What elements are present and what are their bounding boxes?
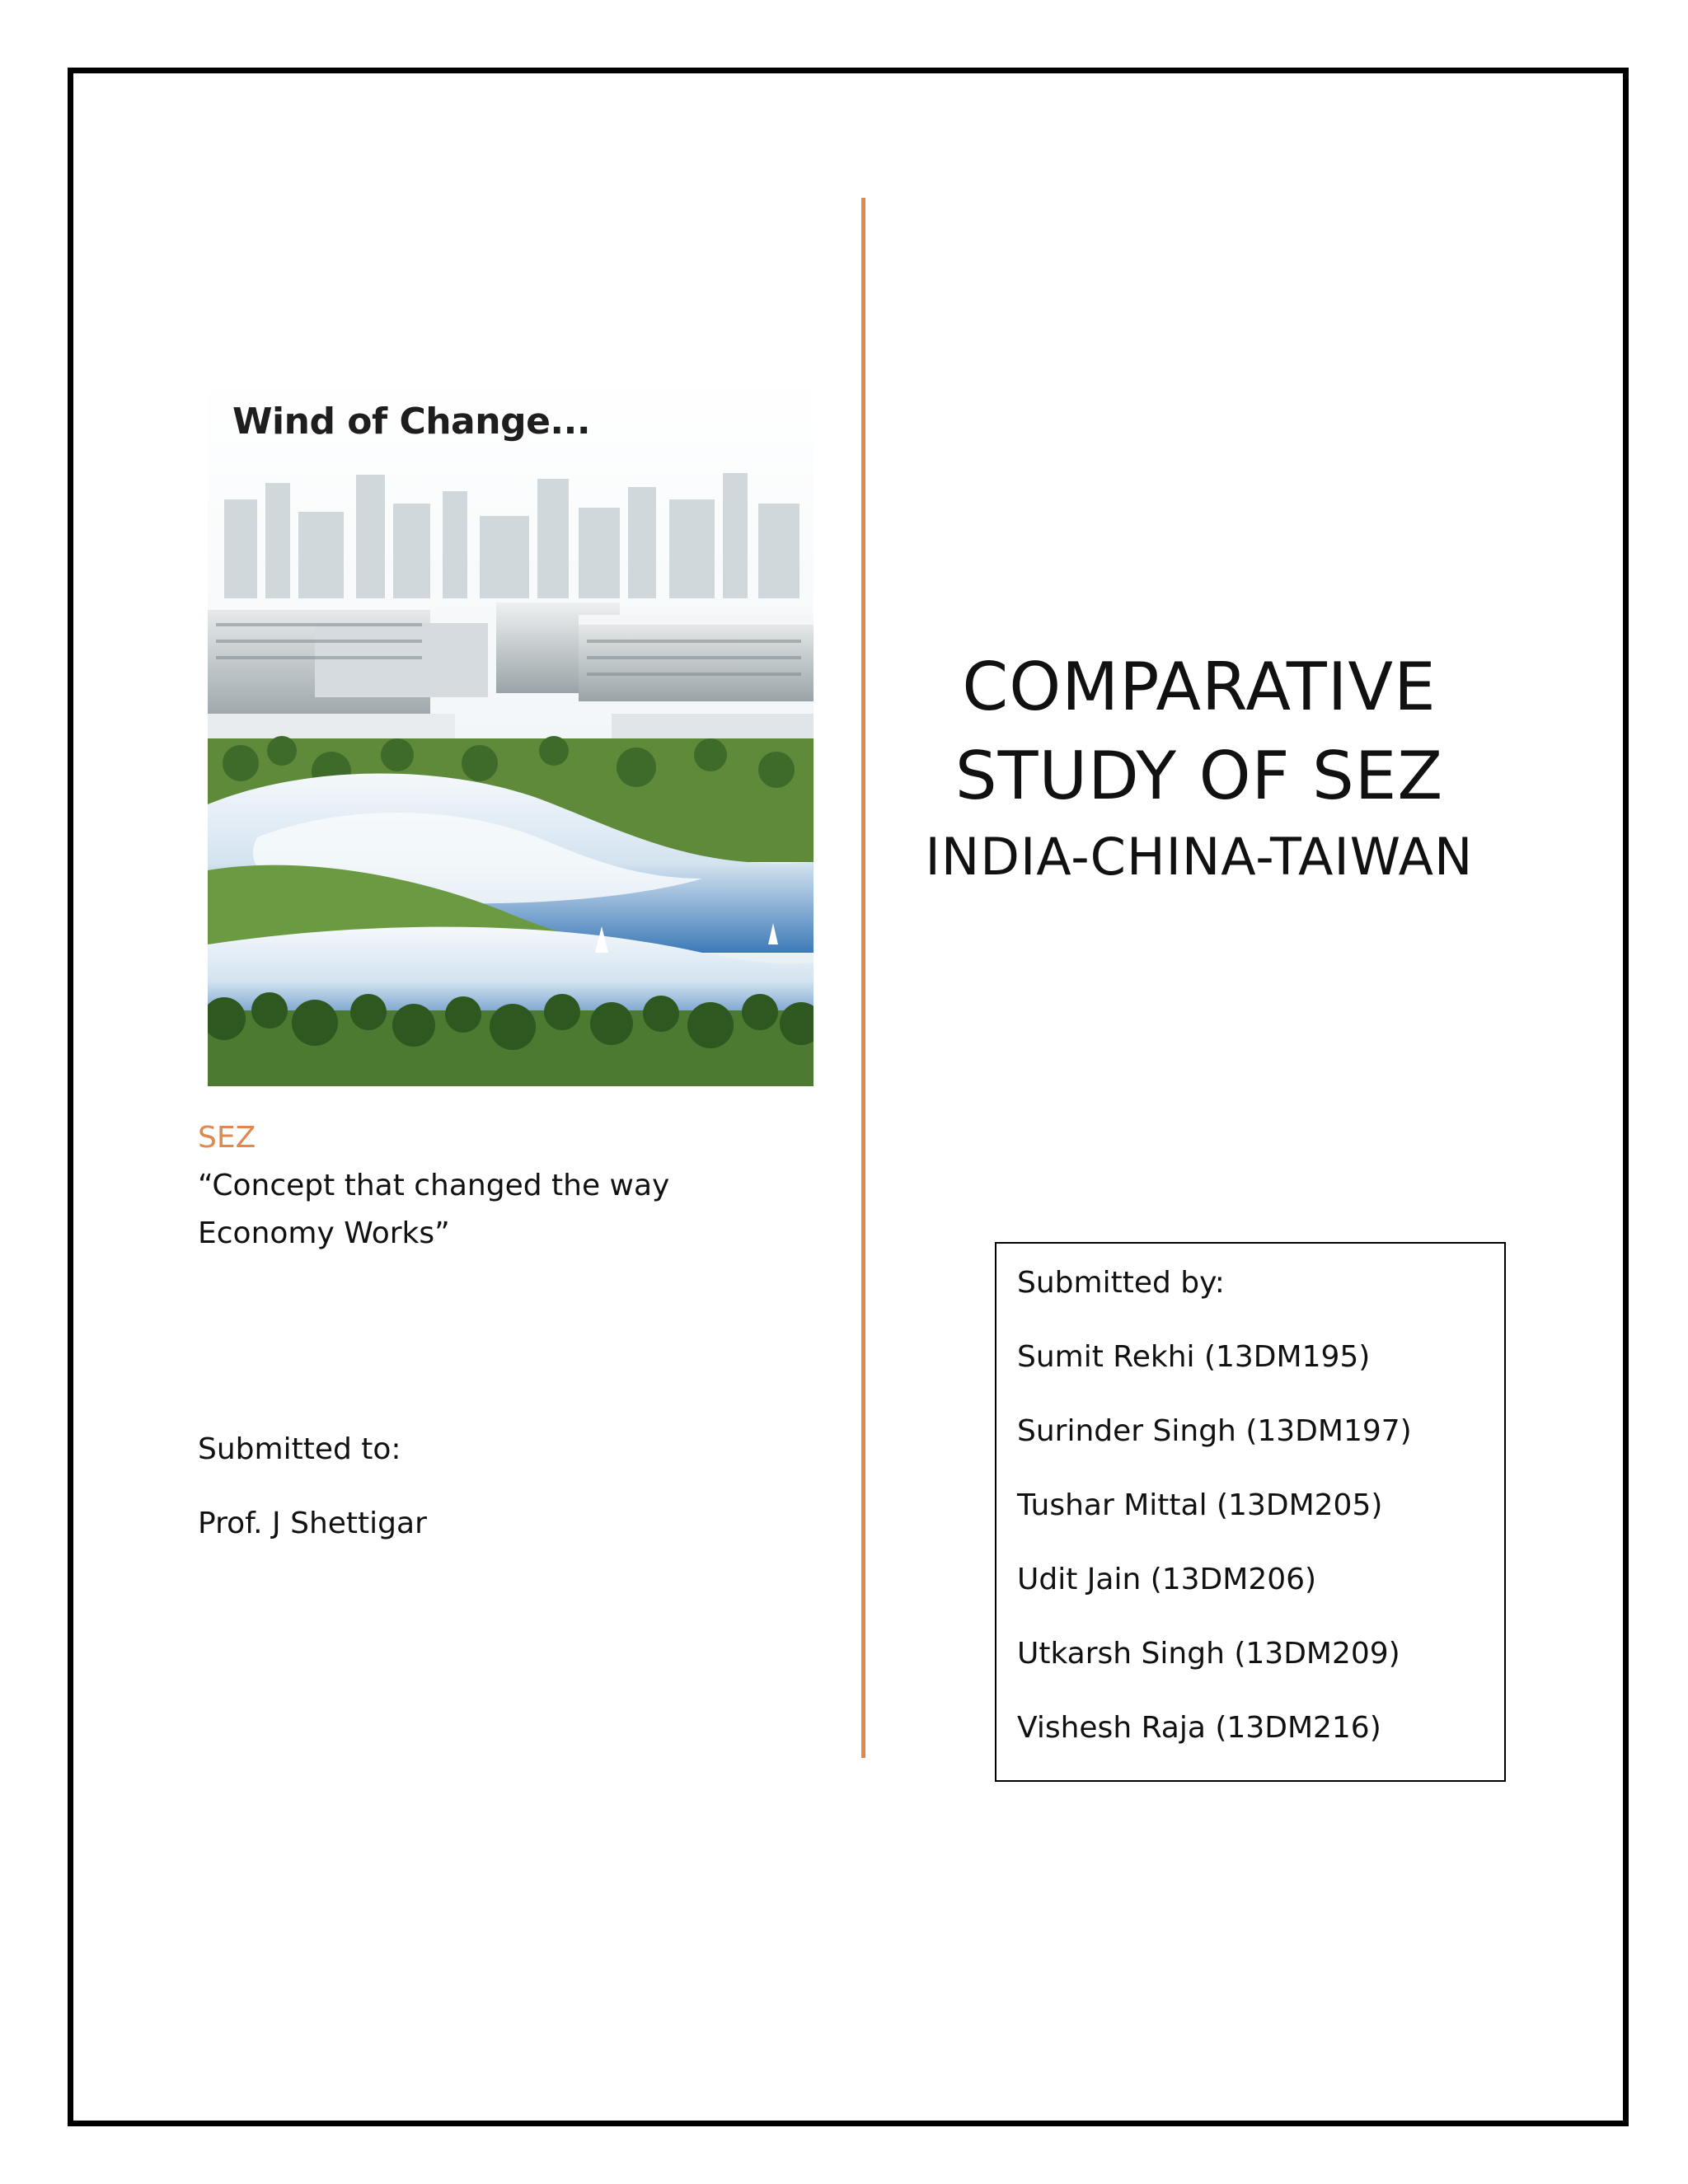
submitted-by-box	[995, 1242, 1506, 1782]
member-item: Utkarsh Singh (13DM209)	[1017, 1637, 1400, 1671]
image-caption: Wind of Change...	[232, 401, 591, 443]
vertical-divider	[861, 198, 865, 1758]
title-line-2: STUDY OF SEZ	[954, 738, 1444, 814]
subtitle: INDIA-CHINA-TAIWAN	[925, 827, 1474, 887]
title-block	[898, 643, 1500, 890]
tagline: “Concept that changed the way Economy Works”	[198, 1169, 670, 1250]
member-item: Udit Jain (13DM206)	[1017, 1563, 1317, 1596]
cover-image	[208, 376, 814, 1086]
city-illustration	[208, 376, 814, 1086]
member-item: Vishesh Raja (13DM216)	[1017, 1711, 1381, 1745]
submitted-by-label: Submitted by:	[1017, 1266, 1225, 1300]
submitted-to-label: Submitted to:	[198, 1432, 401, 1466]
professor-name: Prof. J Shettigar	[198, 1507, 427, 1540]
member-item: Sumit Rekhi (13DM195)	[1017, 1340, 1371, 1374]
member-item: Surinder Singh (13DM197)	[1017, 1414, 1412, 1448]
sez-label: SEZ	[198, 1121, 256, 1155]
title-line-1: COMPARATIVE	[962, 649, 1437, 725]
member-item: Tushar Mittal (13DM205)	[1017, 1488, 1383, 1522]
